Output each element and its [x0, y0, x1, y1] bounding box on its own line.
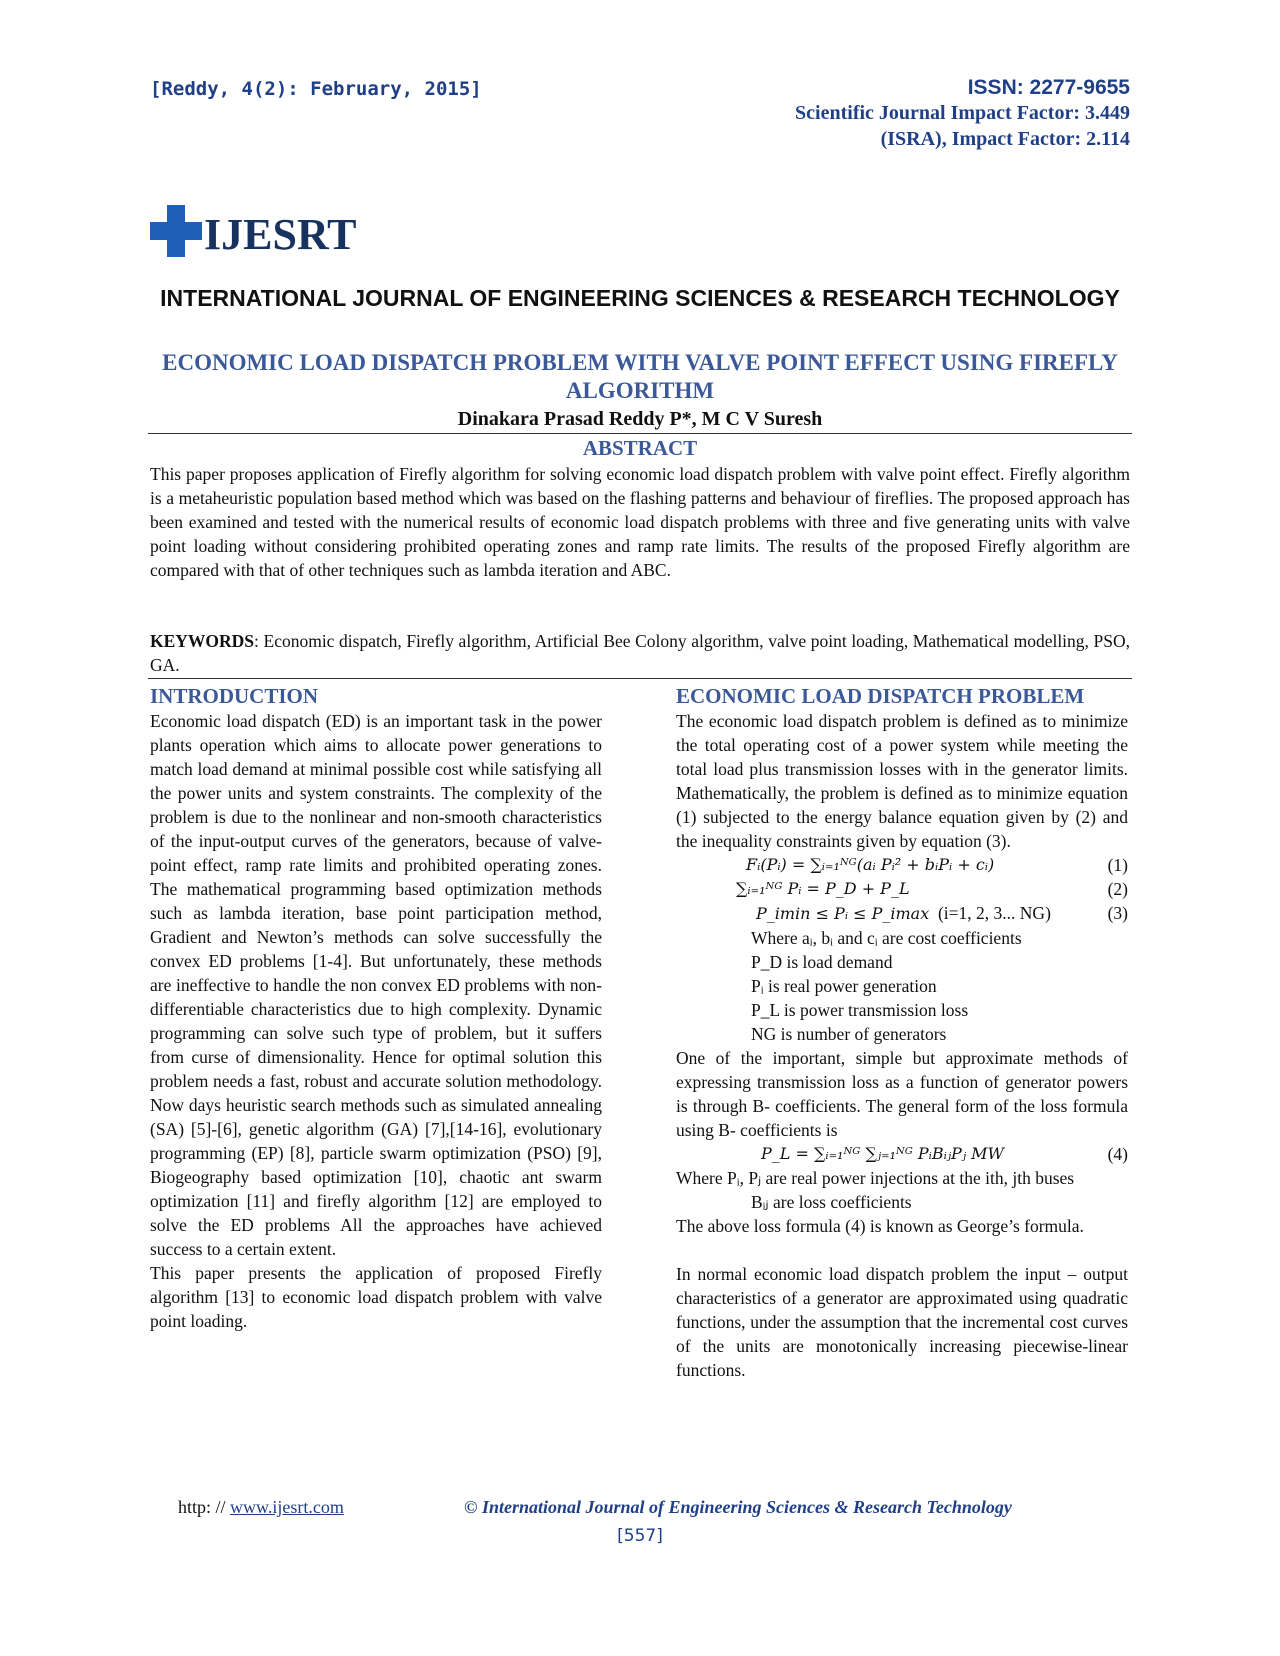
keywords-label: KEYWORDS	[150, 631, 255, 651]
power-injections-definition: Where Pᵢ, Pⱼ are real power injections at the ith, jth buses	[676, 1168, 1075, 1188]
introduction-paragraph-1: Economic load dispatch (ED) is an important task in the power plants operation which aims to allocate power generations to match load demand at minimal possible cost while satisfying all the power units and system constraints. The complexity of the problem is due to the nonlinear and non-smooth characteristics of the input-output curves of the generators, because of valve-point effect, ramp rate limits and prohibited operating zones. The mathematical programming based optimization methods such as lambda iteration, base point participation method, Gradient and Newton’s methods can solve successfully the convex ED problems [1-4]. But unfortunately, these methods are ineffective to handle the non convex ED problems with non-differentiable characteristics due to high complexity. Dynamic programming can solve such type of problem, but it suffers from curse of dimensionality. Hence for optimal solution this problem needs a fast, robust and accurate solution methodology. Now days heuristic search methods such as simulated annealing (SA) [5]-[6], genetic algorithm (GA) [7],[14-16], evolutionary programming (EP) [8], particle swarm optimization (PSO) [9], Biogeography based optimization [10], chaotic ant swarm optimization [11] and firefly algorithm [12] are employed to solve the ED problems All the approaches have achieved success to a certain extent.	[150, 711, 602, 1259]
title-divider	[148, 433, 1132, 434]
power-generation-definition: Pᵢ is real power generation	[751, 976, 937, 996]
equation-2-expr: ∑ᵢ₌₁ᴺᴳ Pᵢ = P_D + P_L	[736, 879, 910, 898]
introduction-paragraph-2: This paper presents the application of proposed Firefly algorithm [13] to economic load dispatch problem with valve point loading.	[150, 1263, 602, 1331]
paper-title: ECONOMIC LOAD DISPATCH PROBLEM WITH VALVE POINT EFFECT USING FIREFLY ALGORITHM	[162, 350, 1118, 403]
equation-2-number: (2)	[1107, 879, 1128, 899]
equation-4	[676, 1142, 1128, 1166]
equation-3	[676, 901, 1128, 926]
citation: [Reddy, 4(2): February, 2015]	[150, 78, 482, 100]
equation-3-condition: (i=1, 2, 3... NG)	[937, 903, 1051, 923]
eld-heading: ECONOMIC LOAD DISPATCH PROBLEM	[676, 684, 1085, 708]
loss-coefficients-definition: Bᵢⱼ are loss coefficients	[751, 1192, 912, 1212]
cost-coefficients-definition: Where aᵢ, bᵢ and cᵢ are cost coefficients	[751, 928, 1022, 948]
impact-factor-isra: (ISRA), Impact Factor: 2.114	[880, 128, 1130, 150]
keywords-text: : Economic dispatch, Firefly algorithm, Artificial Bee Colony algorithm, valve point loading, Mathematical modelling, PSO, GA.	[150, 631, 1130, 675]
journal-logo	[150, 205, 357, 257]
issn: ISSN: 2277-9655	[967, 76, 1130, 99]
equation-2	[676, 877, 1128, 901]
footer-copyright: © International Journal of Engineering Sciences & Research Technology	[464, 1497, 1012, 1517]
eld-paragraph-2: One of the important, simple but approximate methods of expressing transmission loss as a function of generator powers is through B- coefficients. The general form of the loss formula using B- coefficients is	[676, 1048, 1128, 1140]
plus-cross-icon	[150, 205, 202, 257]
eld-paragraph-1: The economic load dispatch problem is defined as to minimize the total operating cost of a power system while meeting the total load plus transmission losses with in the generator limits. Mathematically, the problem is defined as to minimize equation (1) subjected to the energy balance equation given by (2) and the inequality constraints given by equation (3).	[676, 711, 1128, 851]
introduction-heading: INTRODUCTION	[150, 684, 319, 708]
impact-factor-sjif: Scientific Journal Impact Factor: 3.449	[795, 102, 1130, 124]
keywords	[150, 629, 1130, 677]
authors: Dinakara Prasad Reddy P*, M C V Suresh	[457, 408, 823, 430]
journal-website-link[interactable]: www.ijesrt.com	[230, 1497, 344, 1517]
left-column	[150, 683, 602, 1333]
equation-1-number: (1)	[1107, 855, 1128, 875]
journal-name: INTERNATIONAL JOURNAL OF ENGINEERING SCIENCES & RESEARCH TECHNOLOGY	[160, 285, 1120, 311]
footer-url	[178, 1497, 344, 1518]
eld-paragraph-3: The above loss formula (4) is known as George’s formula.	[676, 1216, 1084, 1236]
journal-metrics	[795, 76, 1130, 152]
load-demand-definition: P_D is load demand	[751, 952, 893, 972]
page-number: [557]	[617, 1526, 663, 1546]
equation-3-number: (3)	[1107, 903, 1128, 923]
generator-count-definition: NG is number of generators	[751, 1024, 947, 1044]
equation-4-expr: P_L = ∑ᵢ₌₁ᴺᴳ ∑ⱼ₌₁ᴺᴳ PᵢBᵢⱼPⱼ MW	[761, 1144, 1004, 1163]
logo-text: IJESRT	[204, 210, 357, 259]
eld-paragraph-4: In normal economic load dispatch problem the input – output characteristics of a generator are approximated using quadratic functions, under the assumption that the incremental cost curves of the units are monotonically increasing piecewise-linear functions.	[676, 1264, 1128, 1380]
equation-3-expr: P_imin ≤ Pᵢ ≤ P_imax	[756, 904, 930, 923]
abstract-text: This paper proposes application of Firefly algorithm for solving economic load dispatch problem with valve point effect. Firefly algorithm is a metaheuristic population based method which was based on the flashing patterns and behaviour of fireflies. The proposed approach has been examined and tested with the numerical results of economic load dispatch problems with three and five generating units with valve point loading without considering prohibited operating zones and ramp rate limits. The results of the proposed Firefly algorithm are compared with that of other techniques such as lambda iteration and ABC.	[150, 464, 1130, 580]
abstract-heading: ABSTRACT	[582, 436, 698, 460]
equation-1	[676, 853, 1128, 877]
transmission-loss-definition: P_L is power transmission loss	[751, 1000, 969, 1020]
keywords-divider	[148, 678, 1132, 679]
right-column	[676, 683, 1128, 1382]
equation-4-number: (4)	[1107, 1144, 1128, 1164]
equation-1-expr: Fᵢ(Pᵢ) = ∑ᵢ₌₁ᴺᴳ(aᵢ Pᵢ² + bᵢPᵢ + cᵢ)	[746, 855, 995, 874]
footer-url-prefix: http: //	[178, 1497, 226, 1517]
